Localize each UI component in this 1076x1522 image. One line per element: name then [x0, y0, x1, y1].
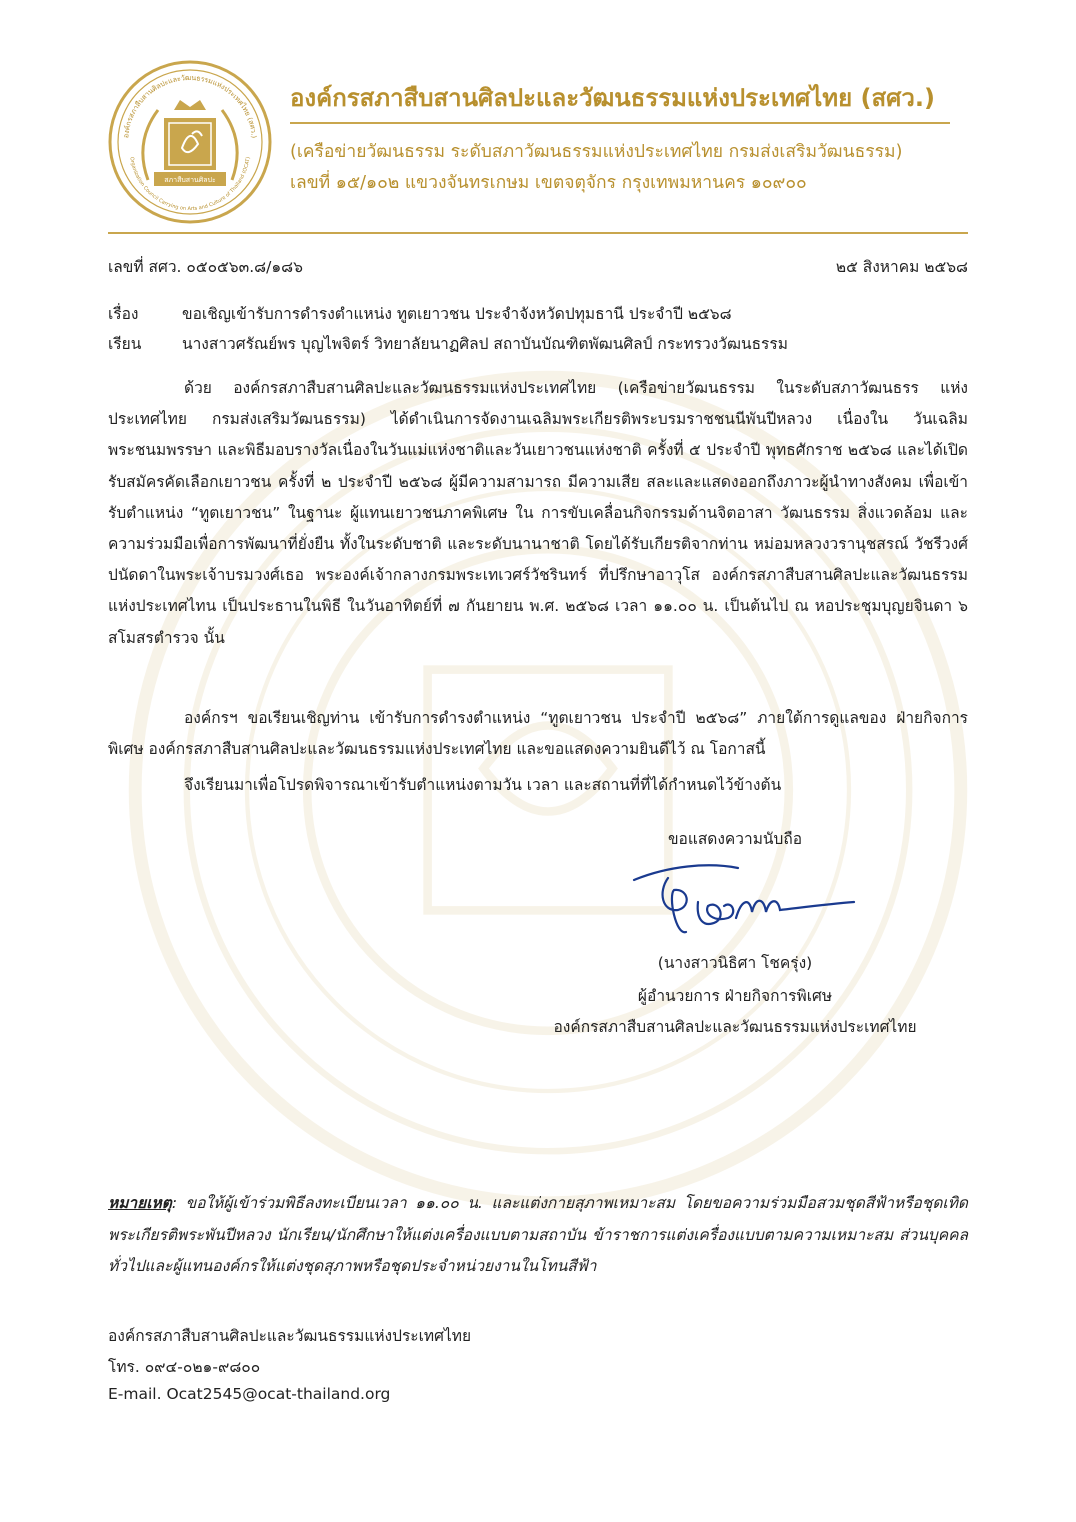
logo-ribbon-text: สภาสืบสานศิลปะ: [164, 176, 216, 184]
logo-ring-bottom-text: Organization Council Carrying on Arts and Culture of Thailand (OCAT): [128, 156, 252, 213]
organization-logo: [108, 60, 272, 224]
logo-ring-top-text: องค์กรสภาสืบสานศิลปะและวัฒนธรรมแห่งประเทศไทย (สศว.): [122, 73, 258, 139]
organization-name: องค์กรสภาสืบสานศิลปะและวัฒนธรรมแห่งประเทศไทย (สศว.): [290, 84, 935, 112]
body-paragraph-3: จึงเรียนมาเพื่อโปรดพิจารณาเข้ารับตำแหน่งตามวัน เวลา และสถานที่ที่ได้กำหนดไว้ข้างต้น: [184, 776, 782, 794]
signature: [628, 852, 860, 940]
body-paragraph-2: องค์กรฯ ขอเรียนเชิญท่าน เข้ารับการดำรงตำแหน่ง “ทูตเยาวชน ประจำปี ๒๕๖๘” ภายใต้การดูแลของ ฝ่ายกิจการพิเศษ องค์กรสภาสืบสานศิลปะและวัฒนธรรมแห่งประเทศไทย และขอแสดงความยินดีไว้ ณ โอกาสนี้: [108, 709, 968, 759]
subject-text: ขอเชิญเข้ารับการดำรงตำแหน่ง ทูตเยาวชน ประจำจังหวัดปทุมธานี ประจำปี ๒๕๖๘: [182, 305, 732, 323]
address-line: เลขที่ ๑๕/๑๐๒ แขวงจันทรเกษม เขตจตุจักร กรุงเทพมหานคร ๑๐๙๐๐: [290, 173, 807, 193]
subject-label: เรื่อง: [108, 305, 139, 323]
footer-organization: องค์กรสภาสืบสานศิลปะและวัฒนธรรมแห่งประเทศไทย: [108, 1327, 472, 1345]
signer-position: ผู้อำนวยการ ฝ่ายกิจการพิเศษ: [637, 987, 833, 1005]
main-divider: [108, 232, 968, 234]
signer-organization: องค์กรสภาสืบสานศิลปะและวัฒนธรรมแห่งประเทศไทย: [553, 1018, 917, 1036]
header-divider: [290, 122, 950, 124]
network-line: (เครือข่ายวัฒนธรรม ระดับสภาวัฒนธรรมแห่งประเทศไทย กรมส่งเสริมวัฒนธรรม): [290, 142, 903, 162]
remark-note: [108, 1188, 968, 1283]
footer-email: E-mail. Ocat2545@ocat-thailand.org: [108, 1385, 391, 1403]
remark-text: : ขอให้ผู้เข้าร่วมพิธีลงทะเบียนเวลา ๑๑.๐๐ น. และแต่งกายสุภาพเหมาะสม โดยขอความร่วมมือสวมชุดสีฟ้าหรือชุดเทิดพระเกียรติพระพันปีหลวง นักเรียน/นักศึกษาให้แต่งเครื่องแบบตามสถาบัน ข้าราชการแต่งเครื่องแบบตามความเหมาะสม ส่วนบุคคลทั่วไปและผู้แทนองค์กรให้แต่งชุดสุภาพหรือชุดประจำหน่วยงานในโทนสีฟ้า: [108, 1194, 968, 1275]
recipient-text: นางสาวศรัณย์พร บุญไพจิตร์ วิทยาลัยนาฏศิลป สถาบันบัณฑิตพัฒนศิลป์ กระทรวงวัฒนธรรม: [182, 335, 788, 353]
letter-date: ๒๕ สิงหาคม ๒๕๖๘: [835, 258, 968, 276]
remark-label: หมายเหตุ: [108, 1194, 172, 1212]
document-number: เลขที่ สศว. ๐๕๐๕๖๓.๘/๑๘๖: [108, 258, 303, 276]
body-paragraph-1: ด้วย องค์กรสภาสืบสานศิลปะและวัฒนธรรมแห่งประเทศไทย (เครือข่ายวัฒนธรรม ในระดับสภาวัฒนธรร แห่งประเทศไทย กรมส่งเสริมวัฒนธรรม) ได้ดำเนินการจัดงานเฉลิมพระเกียรติพระบรมราชชนนีพันปีหลวง เนื่องใน วันเฉลิมพระชนมพรรษา และพิธีมอบรางวัลเนื่องในวันแม่แห่งชาติและวันเยาวชนแห่งชาติ ครั้งที่ ๕ ประจำปี พุทธศักราช ๒๕๖๘ และได้เปิดรับสมัครคัดเลือกเยาวชน ครั้งที่ ๒ ประจำปี ๒๕๖๘ ผู้มีความสามารถ มีความเสีย สละและแสดงออกถึงภาวะผู้นำทางสังคม เพื่อเข้ารับตำแหน่ง “ทูตเยาวชน” ในฐานะ ผู้แทนเยาวชนภาคพิเศษ ใน การขับเคลื่อนกิจกรรมด้านจิตอาสา วัฒนธรรม สิ่งแวดล้อม และความร่วมมือเพื่อการพัฒนาที่ยั่งยืน ทั้งในระดับชาติ และระดับนานาชาติ โดยได้รับเกียรติจากท่าน หม่อมหลวงวรานุชสรณ์ วัชรีวงศ์ ปนัดดาในพระเจ้าบรมวงศ์เธอ พระองค์เจ้ากลางกรมพระเทเวศร์วัชรินทร์ ที่ปรึกษาอาวุโส องค์กรสภาสืบสานศิลปะและวัฒนธรรมแห่งประเทศไทน เป็นประธานในพิธี ในวันอาทิตย์ที่ ๗ กันยายน พ.ศ. ๒๕๖๘ เวลา ๑๑.๐๐ น. เป็นต้นไป ณ หอประชุมบุญยจินดา ๖ สโมสรตำรวจ นั้น: [108, 379, 968, 647]
footer-phone: โทร. ๐๙๔-๐๒๑-๙๘๐๐: [108, 1358, 261, 1376]
recipient-label: เรียน: [108, 335, 142, 353]
signer-name: (นางสาวนิธิศา โชครุ่ง): [657, 954, 813, 972]
closing-phrase: ขอแสดงความนับถือ: [667, 830, 803, 848]
